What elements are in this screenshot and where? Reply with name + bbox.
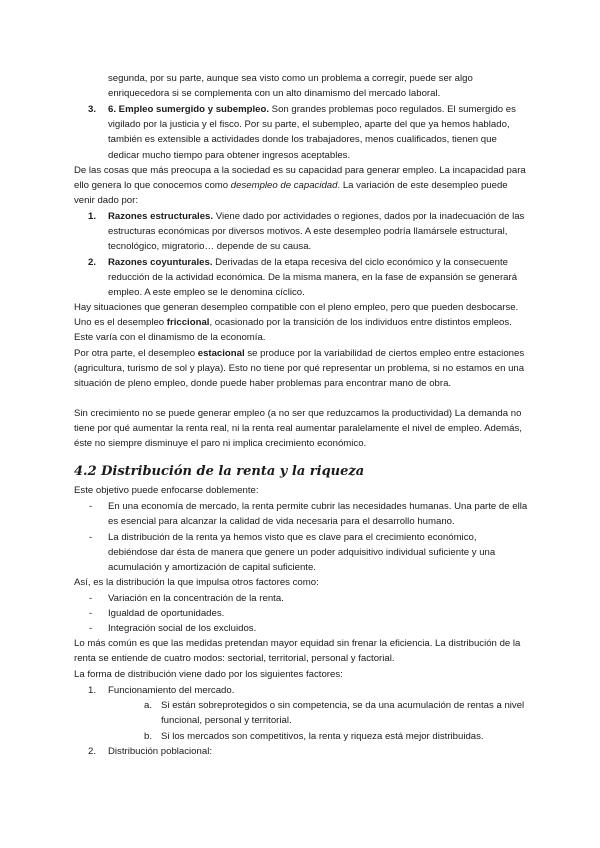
item-title: Razones coyunturales.: [108, 257, 213, 268]
bullet-dash: -: [89, 608, 93, 619]
dash-item: [89, 621, 528, 636]
item-text: Integración social de los excluidos.: [108, 623, 257, 634]
list-number: 3.: [88, 104, 97, 115]
item-text: En una economía de mercado, la renta permite cubrir las necesidades humanas. Una parte de ella es esencial para alcanzar la calidad de vida necesaria para el desarrollo humano.: [108, 501, 528, 528]
factor-item-2: [88, 744, 528, 759]
section-heading: 4.2 Distribución de la renta y la riqueza: [74, 464, 365, 479]
bullet-dash: -: [89, 593, 93, 604]
para-italic: desempleo de capacidad: [230, 180, 338, 192]
item-title: Razones estructurales.: [108, 211, 214, 222]
item-text: Variación en la concentración de la renta.: [108, 593, 284, 604]
para-text: . La variación de este desempleo puede venir dado por:: [74, 180, 508, 207]
item-text: La distribución de la renta ya hemos visto que es clave para el crecimiento económico, debiéndose dar ésta de manera que genere un poder adquisitivo individual suficiente y una acumulación y amortización de capital suficiente.: [108, 532, 496, 574]
item-text: Son grandes problemas poco regulados. El sumergido es vigilado por la justicia y el fisco. Por su parte, el subempleo, aparte del que ya hemos hablado, también es extensible a actividades donde los trabajadores, menos cualificados, tienen que dedicar mucho tiempo para obtener ingresos aceptables.: [108, 104, 516, 161]
paragraph-equidad: Lo más común es que las medidas pretendan mayor equidad sin frenar la eficiencia. La distribución de la renta se entiende de cuatro modos: sectorial, territorial, personal y factorial.: [74, 638, 521, 665]
reason-item-1: [88, 209, 528, 255]
paragraph-friccional: [74, 300, 530, 346]
list-number: 2.: [88, 257, 97, 268]
paragraph-forma: La forma de distribución viene dado por los siguientes factores:: [74, 669, 343, 680]
paragraph-enfoque: Este objetivo puede enfocarse doblemente:: [74, 485, 259, 496]
list-item-3: [88, 102, 528, 163]
bullet-dash: -: [89, 623, 93, 634]
para-text: De las cosas que más preocupa a la sociedad es su capacidad para generar empleo. La incapacidad para ello genera lo que conocemos como: [74, 165, 526, 192]
sub-item-a: [144, 698, 529, 728]
reason-item-2: [88, 255, 528, 301]
paragraph-crecimiento: Sin crecimiento no se puede generar empleo (a no ser que reduzcamos la productividad) La demanda no tiene por qué aumentar la renta real, ni la renta real aumentar paralelamente el nivel de empleo. Además, éste no siempre disminuye el paro ni implica crecimiento económico.: [74, 408, 522, 450]
item-title: 6. Empleo sumergido y subempleo.: [108, 104, 269, 115]
item-text: Funcionamiento del mercado.: [108, 685, 235, 696]
item-text: Distribución poblacional:: [108, 746, 212, 757]
item-text: Si los mercados son competitivos, la renta y riqueza está mejor distribuidas.: [161, 731, 484, 742]
factor-item-1: [88, 683, 528, 698]
para-bold: friccional: [166, 317, 210, 329]
paragraph-estacional: [74, 346, 530, 392]
item-text: Si están sobreprotegidos o sin competencia, se da una acumulación de rentas a nivel funcional, personal y territorial.: [161, 700, 525, 727]
para-text: Hay situaciones que generan desempleo compatible con el pleno empleo, pero que pueden desbocarse. Uno es el desempleo: [74, 302, 519, 329]
list-number: 2.: [88, 746, 97, 757]
item-text: Derivadas de la etapa recesiva del ciclo económico y la consecuente reducción de la actividad económica. De la misma manera, en la fase de expansión se generará empleo. A este empleo se le denomina cíclico.: [108, 257, 518, 299]
list-letter: a.: [144, 700, 153, 711]
dash-item: [89, 606, 528, 621]
paragraph-capacidad: [74, 163, 530, 209]
dash-item: [89, 591, 528, 606]
para-bold: estacional: [197, 348, 245, 359]
paragraph-factores: Así, es la distribución la que impulsa otros factores como:: [74, 577, 319, 588]
bullet-dash: -: [89, 501, 93, 512]
sub-item-b: [144, 729, 529, 744]
item-text: Igualdad de oportunidades.: [108, 608, 225, 619]
list-number: 1.: [88, 211, 97, 222]
para-text: , ocasionado por la transición de los individuos entre distintos empleos. Este varía con el dinamismo de la economía.: [74, 317, 512, 344]
item-text: Viene dado por actividades o regiones, dados por la inadecuación de las estructuras económicas por diversos motivos. A este desempleo podría llamársele estructural, tecnológico, migratorio… depende de su causa.: [108, 211, 525, 253]
para-text: Por otra parte, el desempleo: [74, 348, 198, 359]
bullet-dash: -: [89, 532, 93, 543]
dash-item: [89, 499, 528, 529]
dash-item: [89, 530, 528, 576]
para-text: se produce por la variabilidad de ciertos empleo entre estaciones (agricultura, turismo de sol y playa). Esto no tiene por qué representar un problema, si no estamos en una situación de pleno empleo, donde puede haber problemas para encontrar mano de obra.: [74, 348, 525, 390]
list-number: 1.: [88, 685, 97, 696]
list-letter: b.: [144, 731, 153, 742]
intro-continuation: segunda, por su parte, aunque sea visto como un problema a corregir, puede ser algo enriquecedora si se complementa con un alto dinamismo del mercado laboral.: [108, 73, 473, 100]
